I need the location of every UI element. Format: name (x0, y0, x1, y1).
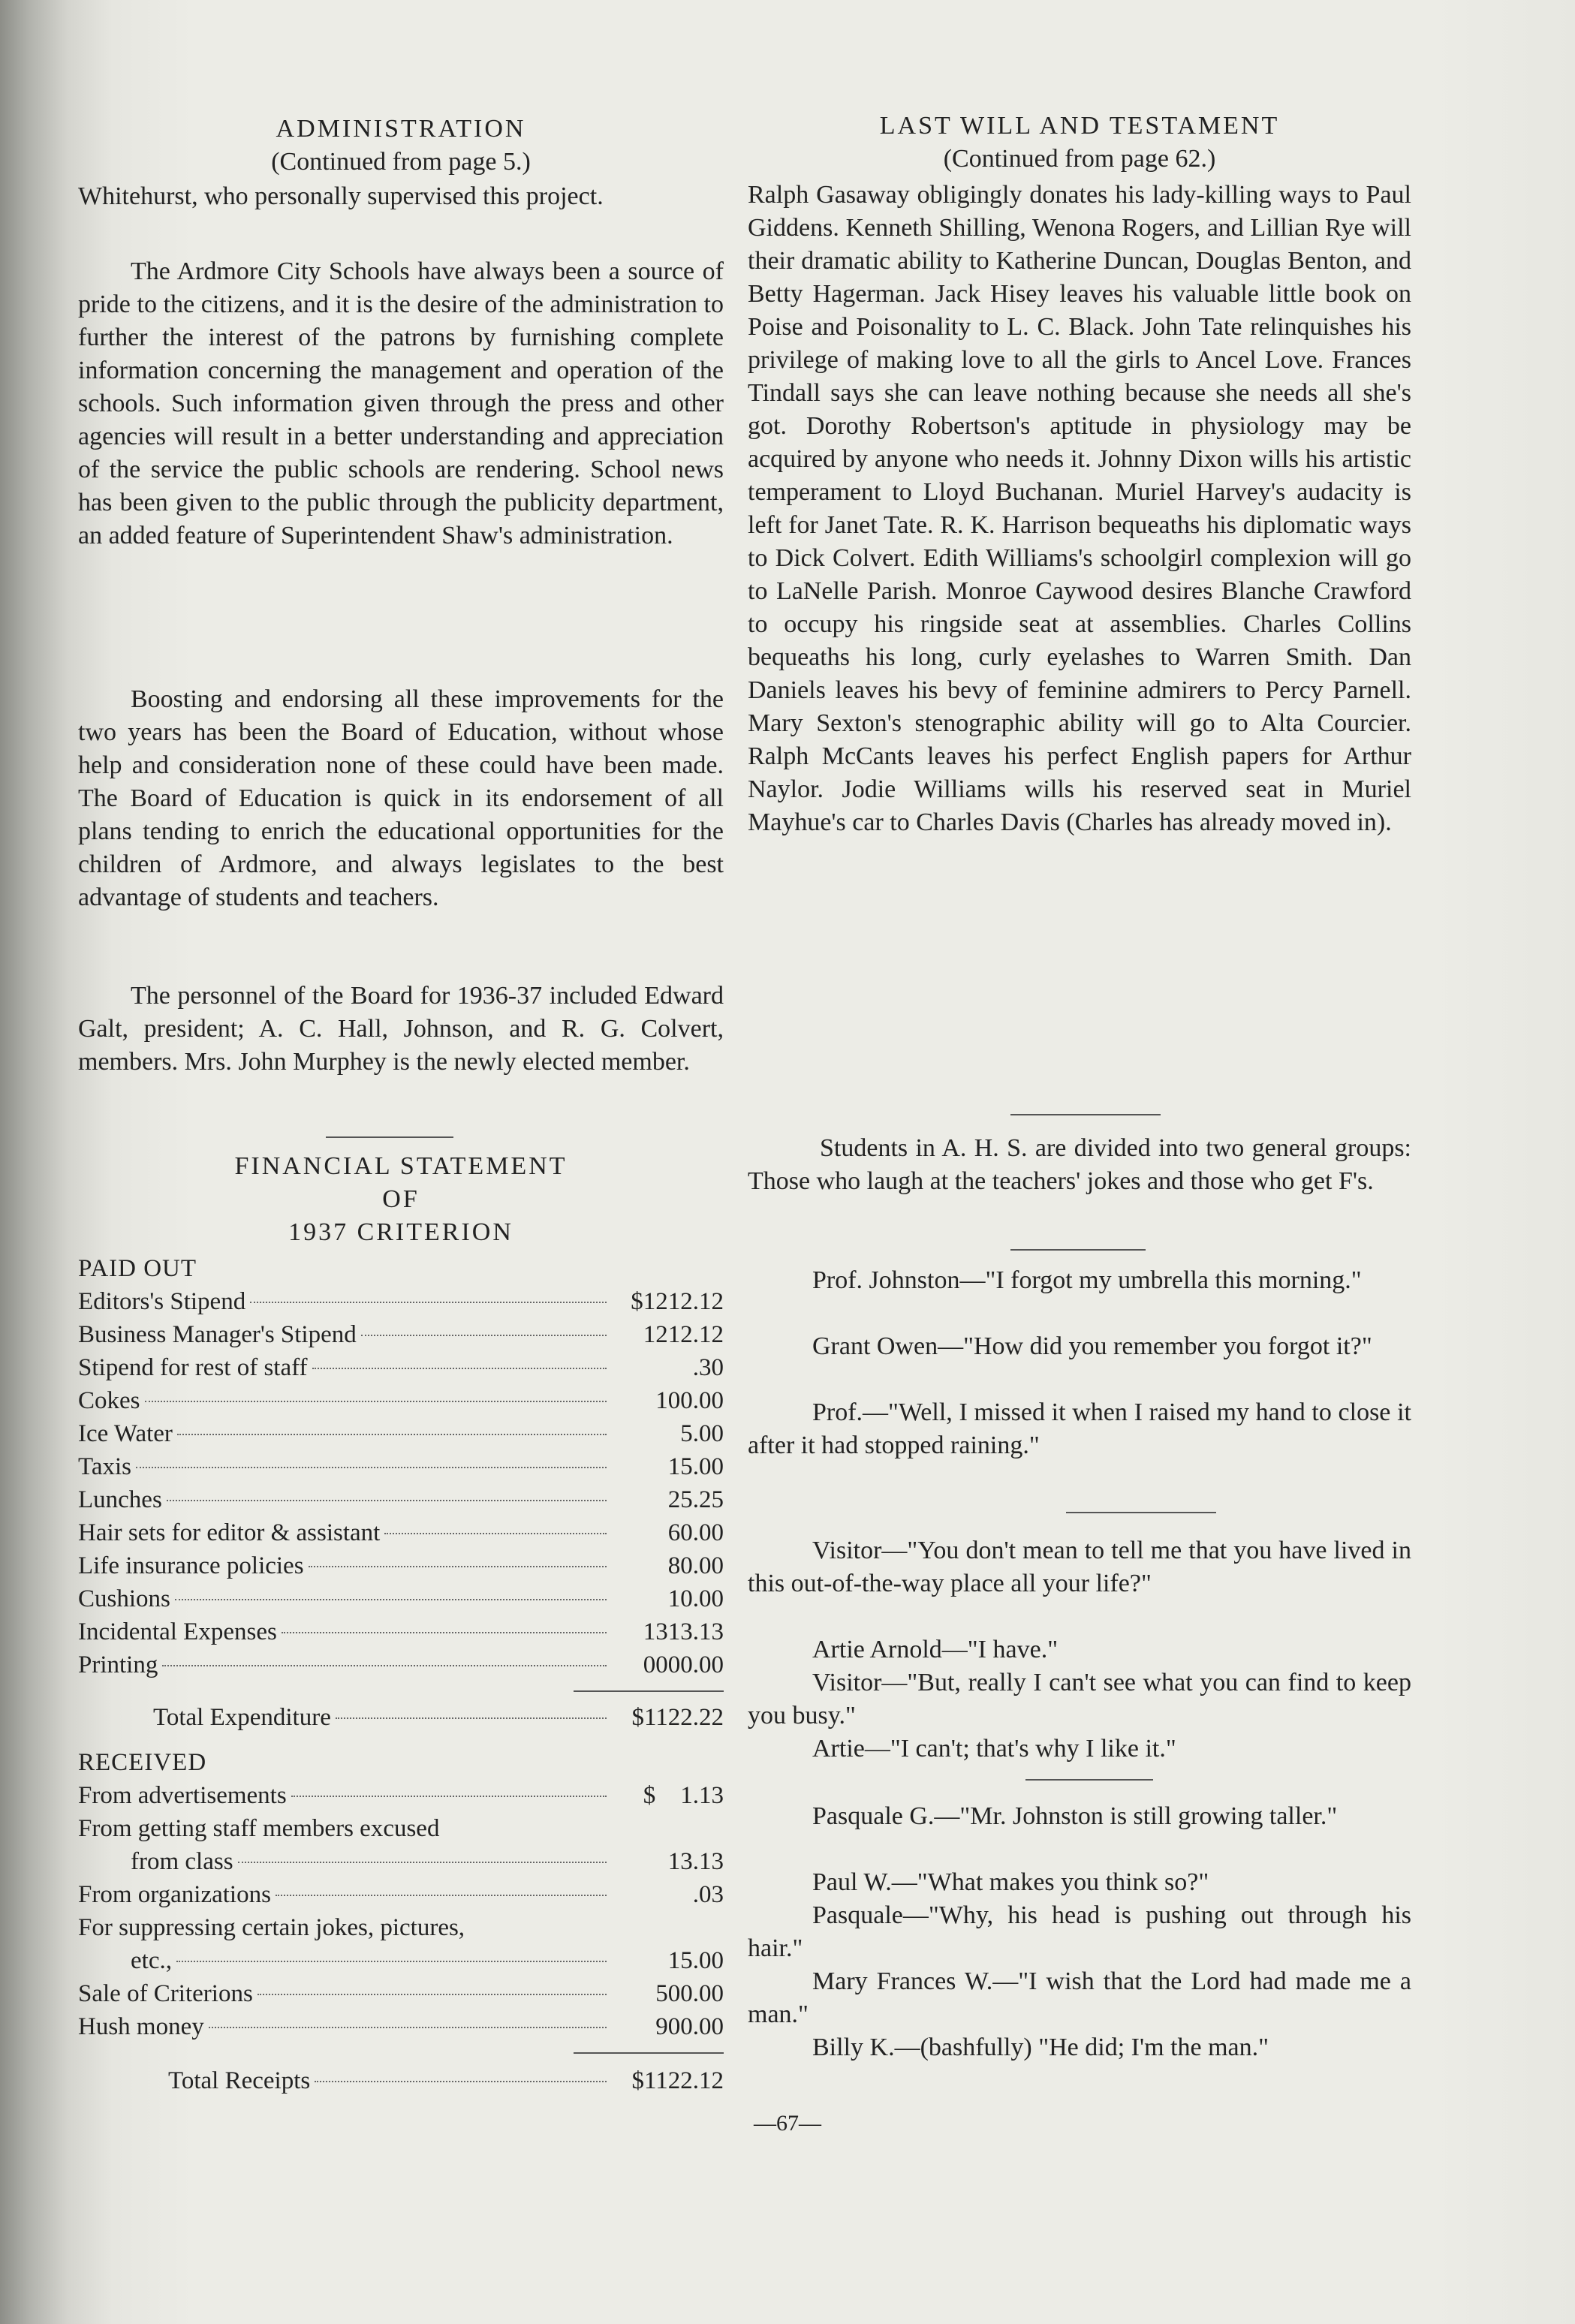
section-divider (1010, 1249, 1146, 1251)
expense-row: Cushions 10.00 (78, 1585, 724, 1612)
administration-heading: ADMINISTRATION (276, 115, 526, 143)
joke-groups: Students in A. H. S. are divided into two general groups: Those who laugh at the teachers' jokes and those who get F's. (748, 1134, 1411, 1195)
receipt-row-text: For suppressing certain jokes, pictures, (78, 1914, 465, 1941)
expense-row: Editors's Stipend $1212.12 (78, 1288, 724, 1315)
expense-row: Taxis 15.00 (78, 1453, 724, 1480)
will-subheading: (Continued from page 62.) (943, 145, 1216, 173)
administration-paragraph-4: The personnel of the Board for 1936-37 included Edward Galt, president; A. C. Hall, Johnson, and R. G. Colvert, members. Mrs. John Murphey is the newly elected member. (78, 982, 724, 1076)
will-heading: LAST WILL AND TESTAMENT (879, 112, 1280, 140)
receipt-row-text: From getting staff members excused (78, 1815, 440, 1842)
financial-statement-year: 1937 CRITERION (288, 1218, 513, 1246)
paid-out-label: PAID OUT (78, 1255, 197, 1282)
expense-row: Printing 0000.00 (78, 1651, 724, 1678)
joke-hair-line: Billy K.—(bashfully) "He did; I'm the man." (812, 2034, 1269, 2061)
administration-paragraph-2: The Ardmore City Schools have always been a source of pride to the citizens, and it is the desire of the administration to further the interest of the patrons by furnishing complete information concerning the management and operation of the schools. Such information given through the press and other agencies will result in a better understanding and appreciation of the service the public schools are rendering. School news has been given to the public through the publicity department, an added feature of Superintendent Shaw's administration. (78, 257, 724, 549)
joke-hair-line: Paul W.—"What makes you think so?" (812, 1868, 1209, 1896)
receipt-row: From organizations .03 (78, 1881, 724, 1908)
joke-umbrella-line: Prof. Johnston—"I forgot my umbrella this morning." (812, 1266, 1362, 1294)
receipt-row: etc., 15.00 (131, 1947, 724, 1974)
expense-row: Hair sets for editor & assistant 60.00 (78, 1519, 724, 1546)
joke-visitor-line: Visitor—"You don't mean to tell me that you have lived in this out-of-the-way place all your life?" (748, 1537, 1411, 1597)
joke-visitor-line: Visitor—"But, really I can't see what you can find to keep you busy." (748, 1669, 1411, 1729)
administration-subheading: (Continued from page 5.) (271, 148, 531, 176)
receipt-row: From advertisements $ 1.13 (78, 1782, 724, 1809)
joke-visitor-line: Artie Arnold—"I have." (812, 1636, 1059, 1663)
total-expenditure-row: Total Expenditure $1122.22 (153, 1704, 724, 1731)
section-divider (1066, 1512, 1216, 1513)
total-rule (574, 1690, 724, 1692)
expense-row: Incidental Expenses 1313.13 (78, 1618, 724, 1645)
expense-row: Stipend for rest of staff .30 (78, 1354, 724, 1381)
joke-visitor-line: Artie—"I can't; that's why I like it." (812, 1735, 1176, 1763)
administration-paragraph-1: Whitehurst, who personally supervised this project. (78, 182, 604, 210)
joke-umbrella-line: Prof.—"Well, I missed it when I raised my hand to close it after it had stopped raining." (748, 1398, 1411, 1459)
section-divider (1010, 1114, 1161, 1115)
expense-row: Lunches 25.25 (78, 1486, 724, 1513)
total-receipts-row: Total Receipts $1122.12 (168, 2067, 724, 2094)
receipt-row: Sale of Criterions 500.00 (78, 1980, 724, 2007)
joke-hair-line: Mary Frances W.—"I wish that the Lord had made me a man." (748, 1967, 1411, 2028)
receipt-row: from class 13.13 (131, 1848, 724, 1875)
will-body: Ralph Gasaway obligingly donates his lady-killing ways to Paul Giddens. Kenneth Shilling, Wenona Rogers, and Lillian Rye will their dramatic ability to Katherine Duncan, Douglas Benton, and Betty Hagerman. Jack Hisey leaves his valuable little book on Poise and Poisonality to L. C. Black. John Tate relinquishes his privilege of making love to all the girls to Ancel Love. Frances Tindall says she can leave nothing because she needs all she's got. Dorothy Robertson's aptitude in physiology may be acquired by anyone who needs it. Johnny Dixon wills his artistic temperament to Lloyd Buchanan. Muriel Harvey's audacity is left for Janet Tate. R. K. Harrison bequeaths his diplomatic ways to Dick Colvert. Edith Williams's schoolgirl complexion will go to LaNelle Parish. Monroe Caywood desires Blanche Crawford to occupy his ringside seat at assemblies. Charles Collins bequeaths his long, curly eyelashes to Warren Smith. Dan Daniels leaves his bevy of feminine admirers to Percy Parnell. Mary Sexton's stenographic ability will go to Alta Courcier. Ralph McCants leaves his perfect English papers for Arthur Naylor. Jodie Williams wills his reserved seat in Muriel Mayhue's car to Charles Davis (Charles has already moved in). (748, 181, 1411, 836)
page-number: —67— (754, 2111, 821, 2136)
received-label: RECEIVED (78, 1749, 207, 1776)
joke-hair-line: Pasquale—"Why, his head is pushing out through his hair." (748, 1901, 1411, 1962)
receipt-row: Hush money 900.00 (78, 2013, 724, 2040)
expense-row: Business Manager's Stipend 1212.12 (78, 1321, 724, 1348)
administration-paragraph-3: Boosting and endorsing all these improvements for the two years has been the Board of Education, without whose help and consideration none of these could have been made. The Board of Education is quick in its endorsement of all plans tending to enrich the educational opportunities for the children of Ardmore, and always legislates to the best advantage of students and teachers. (78, 685, 724, 911)
section-divider (326, 1136, 453, 1138)
expense-row: Cokes 100.00 (78, 1387, 724, 1414)
section-divider (1025, 1779, 1153, 1781)
joke-hair-line: Pasquale G.—"Mr. Johnston is still growing taller." (812, 1802, 1338, 1830)
total-rule (574, 2052, 724, 2054)
joke-umbrella-line: Grant Owen—"How did you remember you forgot it?" (812, 1332, 1372, 1360)
financial-statement-title: FINANCIAL STATEMENT (234, 1152, 568, 1180)
expense-row: Life insurance policies 80.00 (78, 1552, 724, 1579)
financial-statement-of: OF (382, 1185, 420, 1213)
expense-row: Ice Water 5.00 (78, 1420, 724, 1447)
